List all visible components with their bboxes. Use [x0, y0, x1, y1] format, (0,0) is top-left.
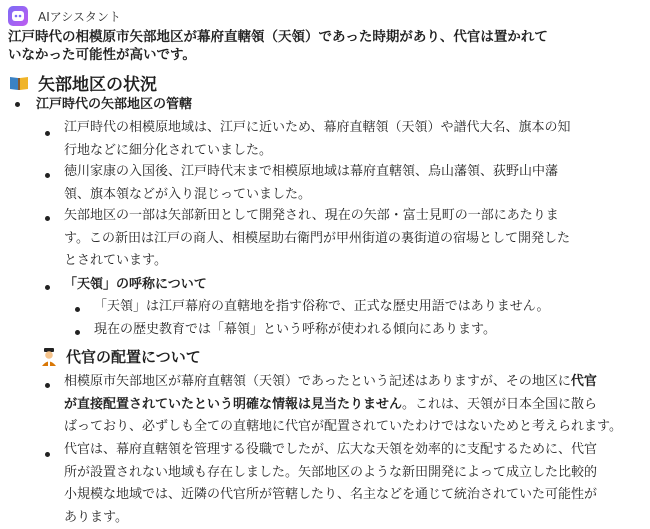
- list-item: 現在の歴史教育では「幕領」という呼称が使われる傾向にあります。: [94, 322, 496, 337]
- summary-line: 江戸時代の相模原市矢部地区が幕府直轄領（天領）であった時期があり、代官は置かれて: [8, 29, 548, 45]
- assistant-name: AIアシスタント: [38, 9, 121, 24]
- section-title: 矢部地区の状況: [38, 75, 157, 95]
- bullet-dot: [45, 173, 50, 178]
- assistant-header: [8, 6, 121, 26]
- list-item: 矢部地区の一部は矢部新田として開発され、現在の矢部・富士見町の一部にあたりま す。この新田は江戸の商人、相模屋助右衛門が甲州街道の裏街道の宿場として開発した とされています。: [64, 208, 570, 268]
- bot-icon: [8, 6, 28, 26]
- list-item: 代官は、幕府直轄領を管理する役職でしたが、広大な天領を効率的に支配するために、代官 所が設置されない地域も存在しました。矢部地区のような新田開発によって成立した比較的 小規模な地域では、近隣の代官所が管轄したり、名主などを通じて統治されていた可能性が あります。: [64, 442, 598, 525]
- official-person-icon: [40, 348, 58, 366]
- bullet-dot: [45, 285, 50, 290]
- list-item: 「天領」は江戸幕府の直轄地を指す俗称で、正式な歴史用語ではありません。: [94, 299, 550, 314]
- bullet-dot: [45, 131, 50, 136]
- list-item: 江戸時代の相模原地域は、江戸に近いため、幕府直轄領（天領）や譜代大名、旗本の知 行地などに細分化されていました。: [64, 120, 571, 158]
- list-item: 徳川家康の入国後、江戸時代末まで相模原地域は幕府直轄領、烏山藩領、荻野山中藩 領、旗本領などが入り混じっていました。: [64, 164, 559, 202]
- section-heading-daikan: [40, 346, 201, 367]
- bullet-dot: [75, 307, 80, 312]
- section-title: 代官の配置について: [66, 348, 201, 366]
- bullet-dot: [75, 330, 80, 335]
- bullet-dot: [45, 383, 50, 388]
- book-icon: [8, 74, 30, 92]
- bullet-dot: [45, 216, 50, 221]
- list-item: 相模原市矢部地区が幕府直轄領（天領）であったという記述はありますが、その地区に代官 が直接配置されていたという明確な情報は見当たりません。これは、天領が日本全国に散ら ばっており、必ずしも全ての直轄地に代官が配置されていたわけではないためと考えられます。: [64, 374, 622, 434]
- bullet-dot: [15, 102, 20, 107]
- subsection-title: 江戸時代の矢部地区の管轄: [36, 97, 193, 112]
- section-heading-yabe: [8, 70, 157, 95]
- subsection-title: 「天領」の呼称について: [64, 277, 207, 292]
- bullet-dot: [45, 452, 50, 457]
- answer-summary: [8, 28, 638, 64]
- summary-line: いなかった可能性が高いです。: [8, 47, 196, 63]
